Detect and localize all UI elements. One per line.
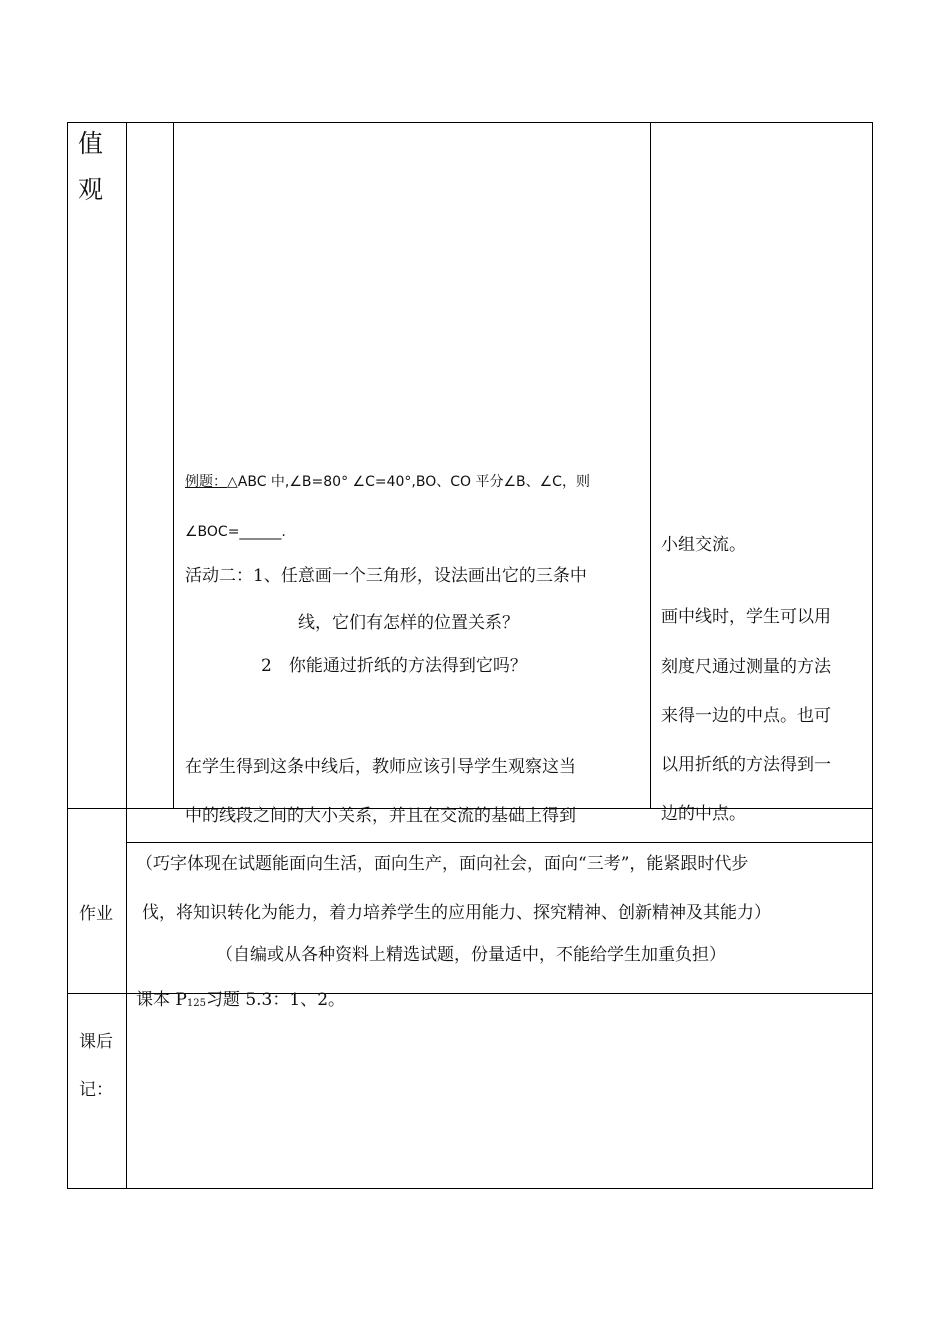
table-right-border bbox=[872, 122, 873, 1189]
example-line-1 bbox=[185, 471, 590, 491]
table-top-border bbox=[67, 122, 873, 123]
example-text: △ABC 中,∠B=80° ∠C=40°,BO、CO 平分∠B、∠C，则 bbox=[227, 474, 590, 490]
right-col-line-5: 以用折纸的方法得到一 bbox=[661, 755, 831, 775]
table-bottom-border bbox=[67, 1188, 873, 1189]
right-col-line-6: 边的中点。 bbox=[661, 804, 746, 824]
right-col-line-3: 刻度尺通过测量的方法 bbox=[661, 657, 831, 677]
table-left-border bbox=[67, 122, 68, 1189]
right-col-line-4: 来得一边的中点。也可 bbox=[661, 706, 831, 726]
right-col-line-2: 画中线时，学生可以用 bbox=[661, 607, 831, 627]
teacher-line-1: 在学生得到这条中线后，教师应该引导学生观察这当 bbox=[185, 757, 576, 777]
example-line-2: ∠BOC=______. bbox=[185, 524, 286, 540]
right-col-line-1: 小组交流。 bbox=[661, 535, 746, 555]
notes-label-line-2: 记： bbox=[79, 1080, 113, 1100]
example-label: 例题： bbox=[185, 474, 227, 490]
col-divider-1 bbox=[126, 122, 127, 1189]
homework-inner-divider bbox=[126, 842, 873, 843]
homework-line-3: （自编或从各种资料上精选试题，份量适中，不能给学生加重负担） bbox=[216, 945, 726, 965]
notes-label-line-1: 课后 bbox=[79, 1032, 113, 1052]
col-divider-3 bbox=[650, 122, 651, 808]
activity-line-3: 2 你能通过折纸的方法得到它吗？ bbox=[261, 656, 527, 676]
homework-line-2: 伐，将知识转化为能力，着力培养学生的应用能力、探究精神、创新精神及其能力） bbox=[142, 903, 771, 923]
homework-book-prefix: 课本 P bbox=[136, 990, 187, 1010]
teacher-line-2: 中的线段之间的大小关系，并且在交流的基础上得到 bbox=[185, 806, 576, 826]
col1-char-1: 值 bbox=[78, 129, 104, 158]
homework-line-1: （巧字体现在试题能面向生活，面向生产，面向社会，面向“三考”，能紧跟时代步 bbox=[136, 854, 749, 874]
homework-exercise: 习题 5.3：1、2。 bbox=[205, 990, 346, 1010]
homework-label: 作业 bbox=[79, 904, 113, 924]
homework-page-number: 125 bbox=[186, 998, 206, 1009]
homework-line-4 bbox=[136, 985, 345, 1010]
activity-line-1: 活动二：1、任意画一个三角形，设法画出它的三条中 bbox=[185, 566, 587, 586]
col1-char-2: 观 bbox=[78, 175, 104, 204]
col-divider-2 bbox=[173, 122, 174, 808]
activity-line-2: 线，它们有怎样的位置关系？ bbox=[298, 613, 519, 633]
